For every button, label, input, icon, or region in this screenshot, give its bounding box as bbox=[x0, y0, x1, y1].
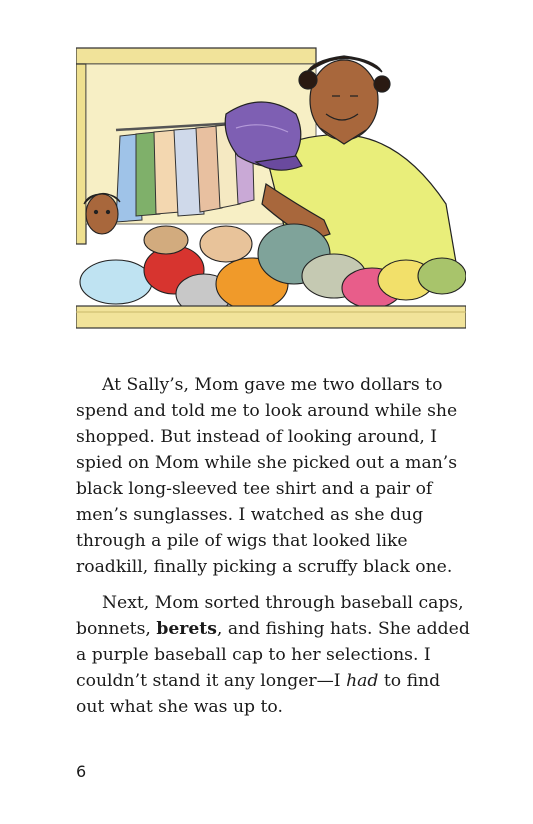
text-line: At Sally’s, Mom gave me two dollars to bbox=[102, 375, 443, 395]
text-line bbox=[76, 668, 476, 694]
text-line: a purple baseball cap to her selections. I bbox=[76, 645, 431, 665]
story-text bbox=[76, 372, 476, 720]
vocab-word-berets: berets bbox=[156, 619, 217, 639]
text-line: through a pile of wigs that looked like bbox=[76, 531, 408, 551]
text-segment: to find bbox=[378, 671, 441, 691]
text-segment: couldn’t stand it any longer—I bbox=[76, 671, 347, 691]
text-segment: bonnets, bbox=[76, 619, 157, 639]
text-line: shopped. But instead of looking around, I bbox=[76, 427, 438, 447]
story-illustration bbox=[76, 44, 466, 332]
page-number: 6 bbox=[76, 762, 87, 781]
counter bbox=[76, 306, 466, 328]
text-line: spied on Mom while she picked out a man’s bbox=[76, 453, 458, 473]
text-line: spend and told me to look around while she bbox=[76, 401, 458, 421]
text-line: men’s sunglasses. I watched as she dug bbox=[76, 505, 424, 525]
text-line bbox=[76, 616, 476, 642]
emphasis-had: had bbox=[346, 671, 379, 691]
text-segment: , and fishing hats. She added bbox=[216, 619, 470, 639]
text-line: roadkill, finally picking a scruffy black one. bbox=[76, 557, 453, 577]
paragraph-2 bbox=[76, 590, 476, 720]
paragraph-1 bbox=[76, 372, 476, 580]
text-line: Next, Mom sorted through baseball caps, bbox=[102, 593, 464, 613]
text-line: black long-sleeved tee shirt and a pair of bbox=[76, 479, 433, 499]
text-line: out what she was up to. bbox=[76, 697, 283, 717]
